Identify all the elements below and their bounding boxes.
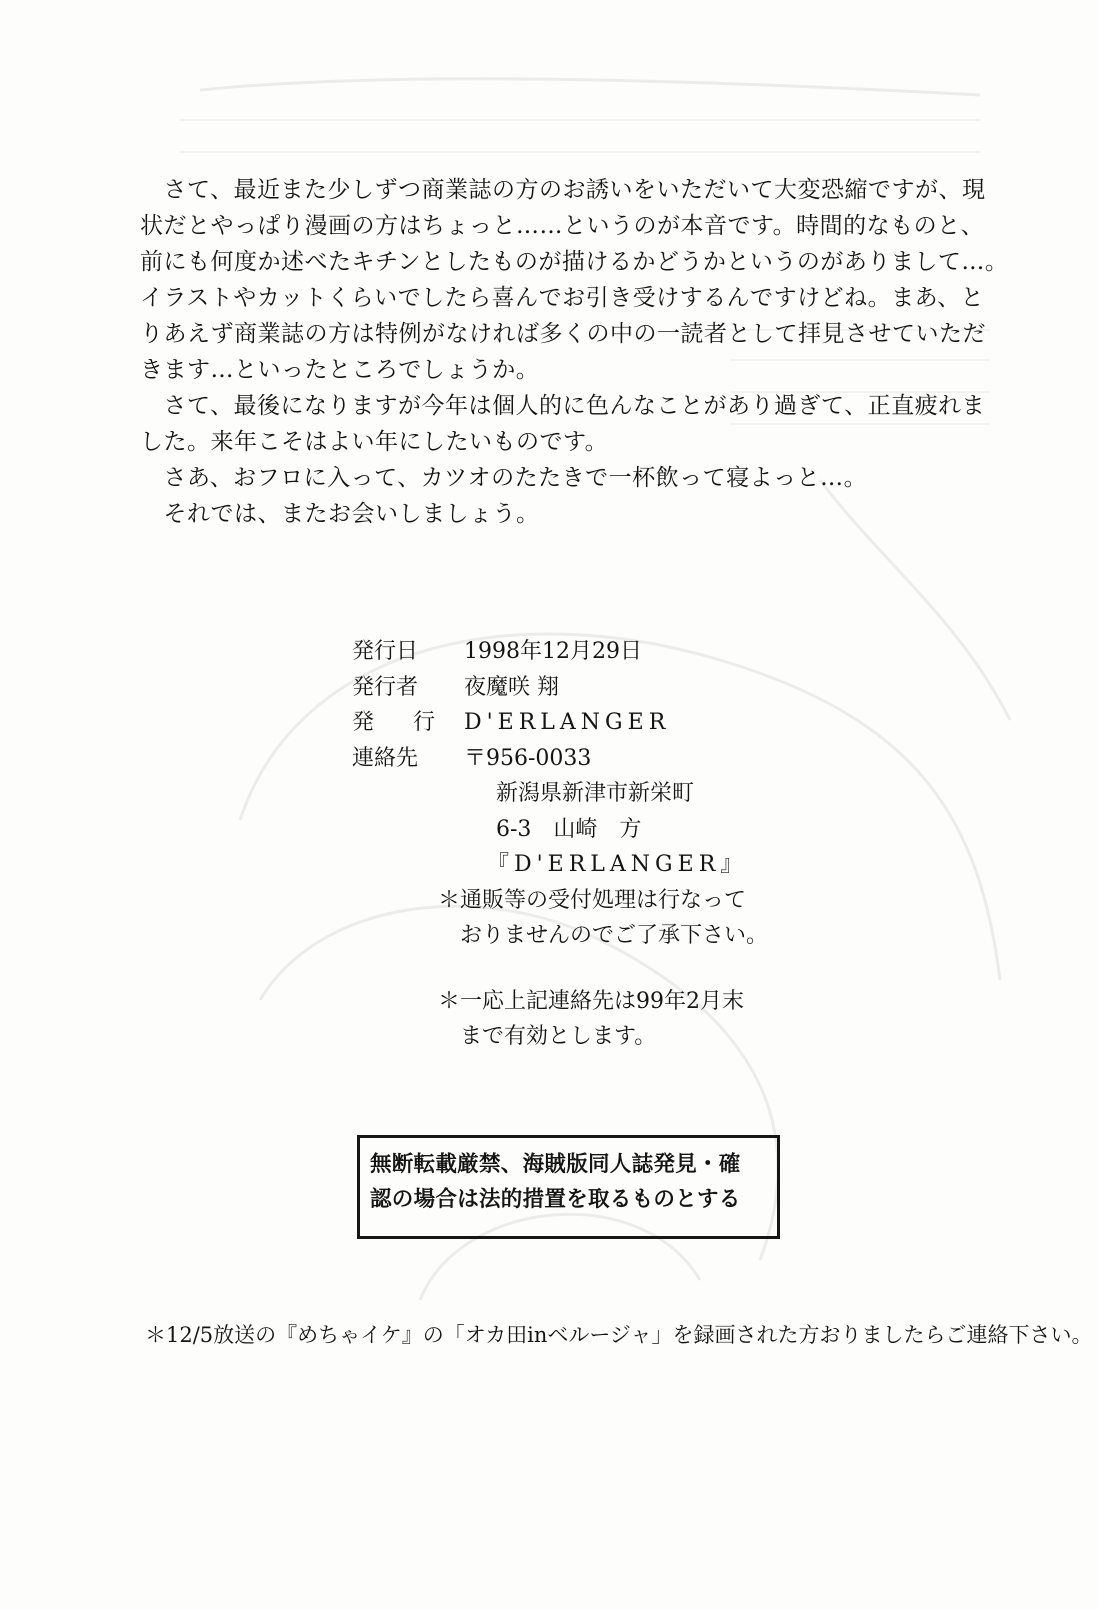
body-line: イラストやカットくらいでしたら喜んでお引き受けするんですけどね。まあ、と	[140, 285, 985, 311]
note-line: おりませんのでご了承下さい。	[460, 923, 769, 948]
contact-label: 連絡先	[352, 745, 419, 771]
spacer	[352, 954, 768, 984]
issuer-row	[352, 705, 768, 741]
issue-date-label: 発行日	[352, 639, 419, 664]
colophon	[352, 634, 768, 1055]
body-line: した。来年こそはよい年にしたいものです。	[140, 429, 609, 455]
postal-code: 〒956-0033	[464, 745, 592, 771]
publisher-row	[352, 670, 768, 706]
body-line: 前にも何度か述べたキチンとしたものが描けるかどうかというのがありまして…。	[140, 249, 1009, 275]
afterword-text	[140, 172, 1009, 532]
body-line: さて、最後になりますが今年は個人的に色んなことがあり過ぎて、正直疲れま	[140, 393, 986, 419]
body-line: さあ、おフロに入って、カツオのたたきで一杯飲って寝よっと…。	[140, 465, 868, 491]
note-line: ＊通販等の受付処理は行なって	[438, 887, 747, 913]
issue-date-row	[352, 634, 768, 670]
circle-name: 『D'ERLANGER』	[487, 852, 748, 877]
address-line: 新潟県新津市新栄町	[496, 781, 695, 806]
body-line: 状だとやっぱり漫画の方はちょっと……というのが本音です。時間的なものと、	[140, 213, 985, 239]
body-line: りあえず商業誌の方は特例がなければ多くの中の一読者として拝見させていただ	[140, 321, 986, 347]
body-line: きます…といったところでしょうか。	[140, 357, 540, 383]
address-line: 6-3 山崎 方	[496, 816, 642, 842]
footnote: ＊12/5放送の『めちゃイケ』の「オカ田inベルージャ」を録画された方おりましたらご連絡下さい。	[145, 1323, 1093, 1347]
issuer-value: D'ERLANGER	[464, 710, 671, 735]
notice-line: 認の場合は法的措置を取るものとする	[370, 1187, 741, 1212]
notice-line: 無断転載厳禁、海賊版同人誌発見・確	[370, 1152, 741, 1177]
body-line: さて、最近また少しずつ商業誌の方のお誘いをいただいて大変恐縮ですが、現	[140, 177, 986, 203]
contact-row	[352, 741, 768, 777]
issuer-label: 発 行	[352, 710, 451, 735]
publisher-label: 発行者	[352, 674, 419, 700]
copyright-notice-box	[357, 1135, 780, 1239]
note-line: ＊一応上記連絡先は99年2月末	[438, 988, 744, 1014]
body-line: それでは、またお会いしましょう。	[140, 501, 540, 527]
publisher-value: 夜魔咲 翔	[464, 674, 559, 700]
note-line: まで有効とします。	[460, 1024, 657, 1049]
issue-date-value: 1998年12月29日	[464, 639, 642, 664]
